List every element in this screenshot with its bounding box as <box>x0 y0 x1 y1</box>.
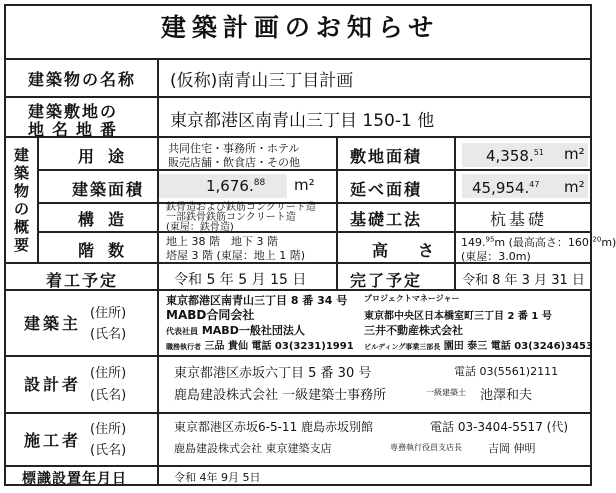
foundation-label: 基礎工法 <box>350 210 423 229</box>
notice-board: 建築計画のお知らせ 建築物の名称 (仮称)南青山三丁目計画 建築敷地の 地名地番 東京都港区南青山三丁目 150-1 他 建築物の概要 用途 共同住宅・事務所・ホテル 販売店舗・飲食店・その他 敷地面積 4,358.51 m² 建築面積 1,676.88 m² 延べ面積 45,954.47 m² 構造 鉄骨造および鉄筋コンクリート造 一部鉄骨鉄筋コンクリート造 (東屋：鉄骨造) 基礎工法 杭基礎 階数 地上 38 階 地下 3 階 塔屋 3 階 (東屋：地上 1 階) 高さ 149.95m (最高高さ：160.20m) (東屋：3.0m) 着工予定 令和 5 年 5 月 15 日 完了予定 令和 8 年 3 月 31 日 建築主 (住所) (氏名) 東京都港区南青山三丁目 8 番 34 号 MABD合同会社 代表社員 MABD一般社団法人 職務執行者 三品 貴仙 電話 03(3231)1991 プロジェクトマネージャー 東京都中央区日本橋室町三丁目 2 番 1 号 三井不動産株式会社 ビルディング事業三部長 園田 泰三 電話 03(3246)3453 設計者 (住所) (氏名) 東京都港区赤坂六丁目 5 番 30 号 電話 03(5561)2111 鹿島建設株式会社 一級建築士事務所 一級建築士 池澤和夫 施工者 (住所) (氏名) 東京都港区赤坂6-5-11 鹿島赤坂別館 電話 03-3404-5517 (代) 鹿島建設株式会社 東京建築支店 専務執行役員支店長 吉岡 伸明 標識設置年月日 令和 4年 9月 5日 <box>4 4 592 486</box>
owner-label: 建築主 <box>24 314 82 333</box>
completion-value: 令和 8 年 3 月 31 日 <box>462 273 585 288</box>
designer-address: 東京都港区赤坂六丁目 5 番 30 号 <box>174 366 372 381</box>
owner-right-line3: 三井不動産株式会社 <box>364 324 463 337</box>
owner-left-line2: MABD合同会社 <box>166 308 255 322</box>
structure-label: 構造 <box>78 210 139 229</box>
contractor-address: 東京都港区赤坂6-5-11 鹿島赤坂別館 <box>174 420 374 434</box>
owner-right-name: 園田 泰三 <box>443 341 488 352</box>
height-value-line1: 149.95m (最高高さ：160.20m) <box>461 235 616 249</box>
total-floor-area-unit: m² <box>564 178 585 196</box>
contractor-title: 専務執行役員支店長 <box>390 443 462 452</box>
owner-right-tel: 電話 03(3246)3453 <box>490 341 593 352</box>
designer-label: 設計者 <box>24 375 82 394</box>
page-title: 建築計画のお知らせ <box>160 13 440 42</box>
designer-name-label: (氏名) <box>90 388 127 403</box>
contractor-name-label: (氏名) <box>90 443 127 458</box>
outline-label: 建築物の概要 <box>14 146 30 254</box>
contractor-company: 鹿島建設株式会社 東京建築支店 <box>174 442 332 455</box>
use-value-line1: 共同住宅・事務所・ホテル <box>168 142 300 155</box>
completion-label: 完了予定 <box>350 271 423 290</box>
structure-value-line3: (東屋：鉄骨造) <box>166 222 234 233</box>
height-label: 高さ <box>372 241 465 260</box>
height-value-line2: (東屋：3.0m) <box>461 250 531 263</box>
building-name-label: 建築物の名称 <box>28 70 137 89</box>
use-label: 用途 <box>78 147 139 166</box>
use-value-line2: 販売店舗・飲食店・その他 <box>168 156 300 169</box>
structure-value-line2: 一部鉄骨鉄筋コンクリート造 <box>166 212 296 223</box>
structure-value-line1: 鉄骨造および鉄筋コンクリート造 <box>166 202 316 213</box>
start-value: 令和 5 年 5 月 15 日 <box>174 272 307 288</box>
posted-label: 標識設置年月日 <box>22 471 127 487</box>
site-area-unit: m² <box>564 145 585 163</box>
designer-company: 鹿島建設株式会社 一級建築士事務所 <box>174 388 387 403</box>
designer-address-label: (住所) <box>90 366 127 381</box>
owner-right-line1: プロジェクトマネージャー <box>364 294 460 303</box>
site-area-label: 敷地面積 <box>350 147 423 166</box>
start-label: 着工予定 <box>46 271 119 290</box>
total-floor-area-value: 45,954.47 <box>472 179 540 197</box>
total-floor-area-label: 延べ面積 <box>350 180 423 199</box>
contractor-address-label: (住所) <box>90 422 127 437</box>
floors-label: 階数 <box>78 241 139 260</box>
designer-title: 一級建築士 <box>426 388 466 397</box>
site-area-value: 4,358.51 <box>486 147 544 165</box>
owner-left-tel: 電話 03(3231)1991 <box>251 341 354 352</box>
foundation-value: 杭基礎 <box>490 210 548 229</box>
designer-tel: 電話 03(5561)2111 <box>454 365 559 378</box>
owner-left-line3: MABD一般社団法人 <box>201 324 305 337</box>
contractor-person: 吉岡 伸明 <box>488 442 536 455</box>
building-area-unit: m² <box>294 176 315 194</box>
building-area-label: 建築面積 <box>72 180 145 199</box>
owner-left-line1: 東京都港区南青山三丁目 8 番 34 号 <box>166 294 348 307</box>
owner-name-label: (氏名) <box>90 327 127 342</box>
site-value: 東京都港区南青山三丁目 150-1 他 <box>170 111 435 131</box>
owner-address-label: (住所) <box>90 306 127 321</box>
posted-value: 令和 4年 9月 5日 <box>174 471 261 484</box>
floors-value-line2: 塔屋 3 階 (東屋：地上 1 階) <box>166 249 306 262</box>
owner-left-name: 三品 貴仙 <box>204 341 248 352</box>
designer-person: 池澤和夫 <box>480 388 533 403</box>
site-label-line1: 建築敷地の <box>28 102 119 121</box>
building-name-value: (仮称)南青山三丁目計画 <box>170 71 354 91</box>
contractor-tel: 電話 03-3404-5517 (代) <box>430 420 569 434</box>
site-label-line2: 地名地番 <box>28 120 125 139</box>
contractor-label: 施工者 <box>24 431 82 450</box>
building-area-value: 1,676.88 <box>206 177 266 195</box>
floors-value-line1: 地上 38 階 地下 3 階 <box>166 235 278 248</box>
owner-right-line2: 東京都中央区日本橋室町三丁目 2 番 1 号 <box>364 311 552 322</box>
